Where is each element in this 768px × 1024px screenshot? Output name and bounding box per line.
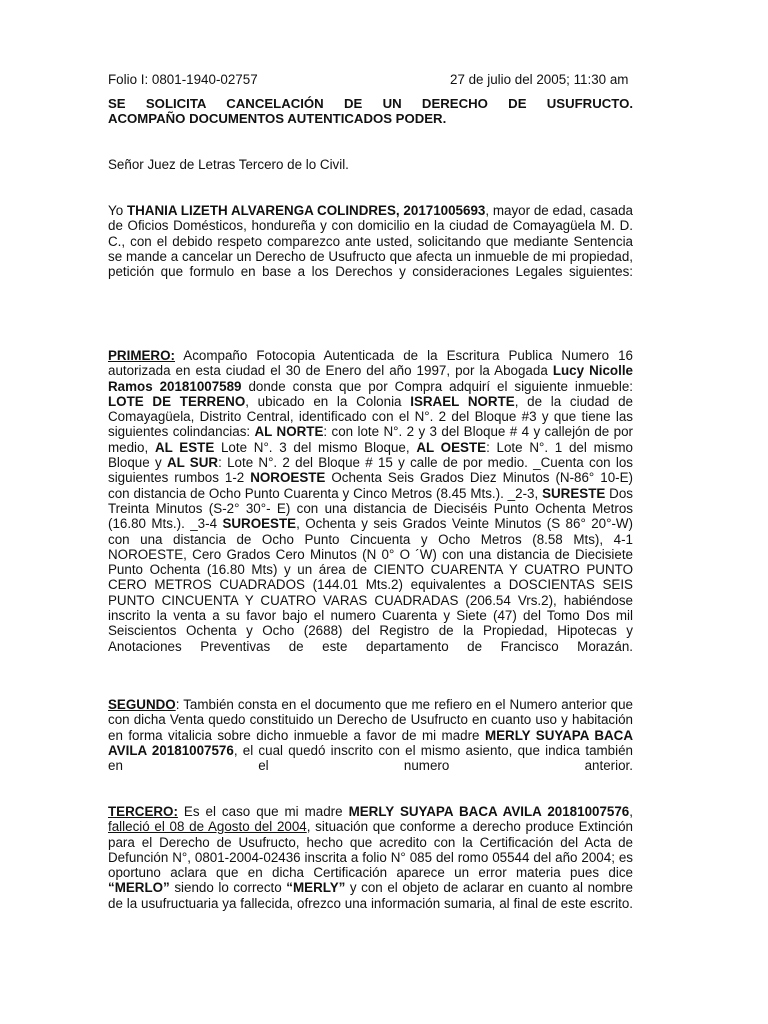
lawyer-name: Lucy Nicolle Ramos 20181007589	[108, 363, 633, 394]
folio-number: Folio I: 0801-1940-02757	[108, 72, 258, 87]
primero-paragraph: PRIMERO: Acompaño Fotocopia Autenticada de la Escritura Publica Numero 16 autorizada en esta ciudad el 30 de Enero del año 1997, por la Abogada Lucy Nicolle Ramos 20181007589 donde consta que por Compra adquirí el siguiente inmueble: LOTE DE TERRENO, ubicado en la Colonia ISRAEL NORTE, de la ciudad de Comayagüela, Distrito Central, identificado con el N°. 2 del Bloque #3 y que tiene las siguientes colindancias: AL NORTE: con lote N°. 2 y 3 del Bloque # 4 y callejón de por medio, AL ESTE Lote N°. 3 del mismo Bloque, AL OESTE: Lote N°. 1 del mismo Bloque y AL SUR: Lote N°. 2 del Bloque # 15 y calle de por medio. _Cuenta con los siguientes rumbos 1-2 NOROESTE Ochenta Seis Grados Diez Minutos (N-86° 10-E) con distancia de Ocho Punto Cuarenta y Cinco Metros (8.45 Mts.). _2-3, SURESTE Dos Treinta Minutos (S-2° 30°- E) con una distancia de Dieciséis Punto Ochenta Metros (16.80 Mts.). _3-4 SUROESTE, Ochenta y seis Grados Veinte Minutos (S 86° 20°-W) con una distancia de Ocho Punto Cincuenta y Ocho Metros (8.58 Mts), 4-1 NOROESTE, Cero Grados Cero Minutos (N 0° O ´W) con una distancia de Diecisiete Punto Ochenta (16.80 Mts) y un área de CIENTO CUARENTA Y CUATRO PUNTO CERO METROS CUADRADOS (144.01 Mts.2) equivalentes a DOSCIENTAS SEIS PUNTO CINCUENTA Y CUATRO VARAS CUADRADAS (206.54 Vrs.2), habiéndose inscrito la venta a su favor bajo el numero Cuarenta y Siete (47) del Tomo Dos mil Seiscientos Ochenta y Ocho (2688) del Registro de la Propiedad, Hipotecas y Anotaciones Preventivas de este departamento de Francisco Morazán.	[108, 348, 634, 654]
title-line-1: SE SOLICITA CANCELACIÓN DE UN DERECHO DE USUFRUCTO.	[108, 96, 633, 111]
death-date: falleció el 08 de Agosto del 2004	[108, 819, 307, 835]
segundo-paragraph: SEGUNDO: También consta en el documento que me refiero en el Numero anterior que con dicha Venta quedo constituido un Derecho de Usufructo en cuanto uso y habitación en forma vitalicia sobre dicho inmueble a favor de mi madre MERLY SUYAPA BACA AVILA 20181007576, el cual quedó inscrito con el mismo asiento, que indica también en el numero anterior.	[108, 697, 633, 774]
filing-date: 27 de julio del 2005; 11:30 am	[450, 72, 629, 87]
petitioner-name: THANIA LIZETH ALVARENGA COLINDRES, 20171005693	[126, 203, 486, 218]
tercero-paragraph: TERCERO: Es el caso que mi madre MERLY SUYAPA BACA AVILA 20181007576, falleció el 08 de Agosto del 2004, situación que conforme a derecho produce Extinción para el Derecho de Usufructo, hecho que acredito con la Certificación del Acta de Defunción N°, 0801-2004-02436 inscrita a folio N° 085 del romo 05544 del año 2004; es oportuno aclara que en dicha Certificación aparece un error materia pues dice “MERLO” siendo lo correcto “MERLY” y con el objeto de aclarar en cuanto al nombre de la usufructuaria ya fallecida, ofrezco una información sumaria, al final de este escrito.	[108, 804, 633, 911]
tercero-heading: TERCERO:	[108, 804, 178, 819]
mother-name: MERLY SUYAPA BACA AVILA 20181007576	[108, 727, 633, 758]
segundo-heading: SEGUNDO	[108, 697, 176, 712]
title-line-2: ACOMPAÑO DOCUMENTOS AUTENTICADOS PODER.	[108, 111, 447, 126]
salutation: Señor Juez de Letras Tercero de lo Civil.	[108, 157, 349, 172]
primero-heading: PRIMERO:	[108, 348, 175, 363]
intro-paragraph: Yo THANIA LIZETH ALVARENGA COLINDRES, 20171005693, mayor de edad, casada de Oficios Domésticos, hondureña y con domicilio en la ciudad de Comayagüela M. D. C., con el debido respeto comparezco ante usted, solicitando que mediante Sentencia se mande a cancelar un Derecho de Usufructo que afecta un inmueble de mi propiedad, petición que formulo en base a los Derechos y consideraciones Legales siguientes:	[108, 203, 634, 280]
